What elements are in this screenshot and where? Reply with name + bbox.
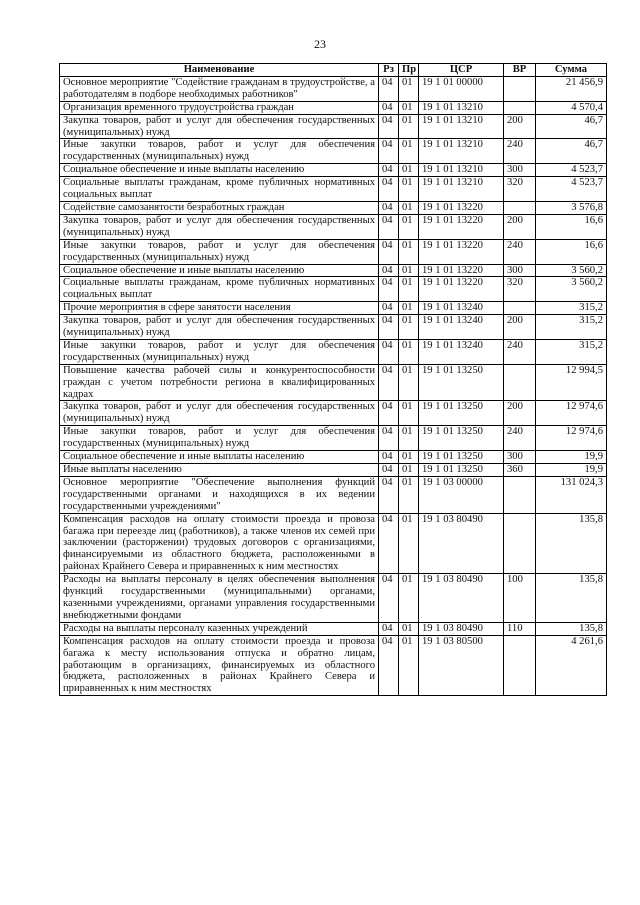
cell-name: Социальные выплаты гражданам, кроме публичных нормативных социальных выплат (60, 177, 379, 202)
table-row (60, 451, 607, 464)
cell-name: Содействие самозанятости безработных граждан (60, 201, 379, 214)
cell-pr: 01 (399, 201, 419, 214)
cell-sum: 4 523,7 (536, 177, 607, 202)
cell-rz: 04 (379, 239, 399, 264)
cell-csr: 19 1 03 00000 (419, 476, 504, 513)
table-row (60, 302, 607, 315)
table-row (60, 177, 607, 202)
cell-sum: 19,9 (536, 464, 607, 477)
cell-sum: 131 024,3 (536, 476, 607, 513)
cell-pr: 01 (399, 214, 419, 239)
cell-vr (504, 364, 536, 401)
cell-pr: 01 (399, 635, 419, 696)
page-number: 23 (314, 37, 326, 51)
cell-csr: 19 1 01 13220 (419, 201, 504, 214)
cell-csr: 19 1 01 13210 (419, 114, 504, 139)
table-row (60, 574, 607, 623)
cell-csr: 19 1 01 00000 (419, 76, 504, 101)
cell-sum: 21 456,9 (536, 76, 607, 101)
cell-pr: 01 (399, 114, 419, 139)
cell-pr: 01 (399, 401, 419, 426)
cell-vr: 240 (504, 426, 536, 451)
table-row (60, 114, 607, 139)
cell-pr: 01 (399, 574, 419, 623)
cell-csr: 19 1 01 13240 (419, 302, 504, 315)
cell-name: Социальные выплаты гражданам, кроме публичных нормативных социальных выплат (60, 277, 379, 302)
cell-name: Социальное обеспечение и иные выплаты населению (60, 264, 379, 277)
cell-name: Повышение качества рабочей силы и конкурентоспособности граждан с учетом потребности региона в квалифицированных кадрах (60, 364, 379, 401)
cell-csr: 19 1 01 13210 (419, 177, 504, 202)
cell-vr (504, 302, 536, 315)
cell-vr: 360 (504, 464, 536, 477)
cell-vr: 300 (504, 164, 536, 177)
cell-sum: 16,6 (536, 214, 607, 239)
cell-csr: 19 1 01 13210 (419, 101, 504, 114)
cell-sum: 12 974,6 (536, 426, 607, 451)
cell-sum: 3 560,2 (536, 264, 607, 277)
cell-rz: 04 (379, 214, 399, 239)
cell-vr (504, 201, 536, 214)
cell-name: Иные закупки товаров, работ и услуг для обеспечения государственных (муниципальных) нужд (60, 426, 379, 451)
cell-sum: 3 576,8 (536, 201, 607, 214)
cell-sum: 16,6 (536, 239, 607, 264)
cell-name: Основное мероприятие "Содействие гражданам в трудоустройстве, а работодателям в подборе необходимых работников" (60, 76, 379, 101)
cell-csr: 19 1 03 80490 (419, 574, 504, 623)
cell-pr: 01 (399, 139, 419, 164)
cell-name: Социальное обеспечение и иные выплаты населению (60, 164, 379, 177)
cell-pr: 01 (399, 277, 419, 302)
cell-vr: 200 (504, 401, 536, 426)
cell-rz: 04 (379, 339, 399, 364)
cell-sum: 12 974,6 (536, 401, 607, 426)
cell-sum: 135,8 (536, 574, 607, 623)
table-row (60, 339, 607, 364)
cell-vr: 110 (504, 622, 536, 635)
cell-name: Основное мероприятие "Обеспечение выполнения функций государственными органами и находящихся в их ведении государственными учреждениями" (60, 476, 379, 513)
cell-sum: 4 261,6 (536, 635, 607, 696)
cell-rz: 04 (379, 164, 399, 177)
cell-name: Закупка товаров, работ и услуг для обеспечения государственных (муниципальных) нужд (60, 315, 379, 340)
cell-vr: 240 (504, 139, 536, 164)
cell-csr: 19 1 01 13220 (419, 264, 504, 277)
cell-rz: 04 (379, 201, 399, 214)
table-row (60, 364, 607, 401)
cell-csr: 19 1 01 13250 (419, 451, 504, 464)
table-row (60, 201, 607, 214)
cell-sum: 12 994,5 (536, 364, 607, 401)
cell-sum: 19,9 (536, 451, 607, 464)
cell-rz: 04 (379, 426, 399, 451)
table-row (60, 139, 607, 164)
cell-pr: 01 (399, 513, 419, 574)
cell-pr: 01 (399, 76, 419, 101)
cell-pr: 01 (399, 101, 419, 114)
cell-vr: 100 (504, 574, 536, 623)
cell-sum: 135,8 (536, 622, 607, 635)
cell-pr: 01 (399, 339, 419, 364)
cell-csr: 19 1 01 13250 (419, 401, 504, 426)
cell-vr: 240 (504, 239, 536, 264)
cell-csr: 19 1 01 13220 (419, 214, 504, 239)
cell-csr: 19 1 01 13240 (419, 315, 504, 340)
cell-name: Компенсация расходов на оплату стоимости проезда и провоза багажа при переезде лиц (работников), а также членов их семей при заключении (расторжении) трудовых договоров с организациями, финансируемыми из областного бюджета, расположенными в районах Крайнего Севера и приравненных к ним местностях (60, 513, 379, 574)
cell-vr: 320 (504, 277, 536, 302)
header-vr: ВР (504, 64, 536, 77)
cell-name: Иные выплаты населению (60, 464, 379, 477)
cell-pr: 01 (399, 476, 419, 513)
cell-csr: 19 1 01 13220 (419, 277, 504, 302)
budget-table (59, 63, 607, 696)
table-header-row (60, 64, 607, 77)
cell-rz: 04 (379, 464, 399, 477)
cell-vr (504, 476, 536, 513)
cell-vr: 240 (504, 339, 536, 364)
cell-rz: 04 (379, 139, 399, 164)
cell-rz: 04 (379, 177, 399, 202)
cell-vr: 200 (504, 114, 536, 139)
table-row (60, 426, 607, 451)
cell-rz: 04 (379, 277, 399, 302)
cell-rz: 04 (379, 101, 399, 114)
cell-rz: 04 (379, 364, 399, 401)
header-csr: ЦСР (419, 64, 504, 77)
cell-sum: 4 523,7 (536, 164, 607, 177)
cell-rz: 04 (379, 476, 399, 513)
cell-pr: 01 (399, 164, 419, 177)
cell-name: Закупка товаров, работ и услуг для обеспечения государственных (муниципальных) нужд (60, 214, 379, 239)
cell-name: Расходы на выплаты персоналу в целях обеспечения выполнения функций государственными (муниципальными) органами, казенными учреждениями, органами управления государственными внебюджетными фондами (60, 574, 379, 623)
cell-sum: 3 560,2 (536, 277, 607, 302)
cell-name: Закупка товаров, работ и услуг для обеспечения государственных (муниципальных) нужд (60, 114, 379, 139)
cell-vr: 300 (504, 451, 536, 464)
cell-csr: 19 1 01 13250 (419, 464, 504, 477)
cell-csr: 19 1 01 13240 (419, 339, 504, 364)
header-sum: Сумма (536, 64, 607, 77)
table-row (60, 164, 607, 177)
cell-pr: 01 (399, 364, 419, 401)
cell-csr: 19 1 03 80490 (419, 622, 504, 635)
table-row (60, 101, 607, 114)
cell-pr: 01 (399, 315, 419, 340)
cell-name: Расходы на выплаты персоналу казенных учреждений (60, 622, 379, 635)
cell-rz: 04 (379, 76, 399, 101)
cell-sum: 4 570,4 (536, 101, 607, 114)
cell-pr: 01 (399, 302, 419, 315)
cell-csr: 19 1 01 13250 (419, 426, 504, 451)
table-row (60, 476, 607, 513)
cell-csr: 19 1 01 13210 (419, 139, 504, 164)
cell-pr: 01 (399, 239, 419, 264)
table-row (60, 264, 607, 277)
cell-sum: 46,7 (536, 139, 607, 164)
cell-pr: 01 (399, 464, 419, 477)
cell-csr: 19 1 03 80490 (419, 513, 504, 574)
table-row (60, 239, 607, 264)
table-row (60, 401, 607, 426)
table-row (60, 277, 607, 302)
cell-rz: 04 (379, 622, 399, 635)
cell-sum: 46,7 (536, 114, 607, 139)
cell-pr: 01 (399, 451, 419, 464)
cell-sum: 315,2 (536, 302, 607, 315)
cell-pr: 01 (399, 622, 419, 635)
cell-vr: 200 (504, 214, 536, 239)
cell-vr: 320 (504, 177, 536, 202)
table-row (60, 76, 607, 101)
cell-name: Иные закупки товаров, работ и услуг для обеспечения государственных (муниципальных) нужд (60, 139, 379, 164)
table-row (60, 214, 607, 239)
cell-rz: 04 (379, 513, 399, 574)
header-rz: Рз (379, 64, 399, 77)
cell-rz: 04 (379, 302, 399, 315)
header-pr: Пр (399, 64, 419, 77)
table-row (60, 315, 607, 340)
cell-csr: 19 1 01 13250 (419, 364, 504, 401)
cell-rz: 04 (379, 635, 399, 696)
cell-vr: 200 (504, 315, 536, 340)
cell-name: Иные закупки товаров, работ и услуг для обеспечения государственных (муниципальных) нужд (60, 339, 379, 364)
cell-sum: 315,2 (536, 339, 607, 364)
header-name: Наименование (60, 64, 379, 77)
cell-rz: 04 (379, 451, 399, 464)
cell-sum: 135,8 (536, 513, 607, 574)
table-body (60, 76, 607, 695)
cell-rz: 04 (379, 264, 399, 277)
cell-pr: 01 (399, 177, 419, 202)
cell-rz: 04 (379, 315, 399, 340)
cell-vr (504, 635, 536, 696)
table-row (60, 635, 607, 696)
cell-rz: 04 (379, 401, 399, 426)
table-row (60, 464, 607, 477)
cell-name: Социальное обеспечение и иные выплаты населению (60, 451, 379, 464)
cell-sum: 315,2 (536, 315, 607, 340)
table-row (60, 622, 607, 635)
cell-pr: 01 (399, 426, 419, 451)
cell-name: Компенсация расходов на оплату стоимости проезда и провоза багажа к месту использования отпуска и обратно лицам, работающим в организациях, финансируемых из областного бюджета, расположенных в районах Крайнего Севера и приравненных к ним местностях (60, 635, 379, 696)
cell-vr (504, 101, 536, 114)
table-row (60, 513, 607, 574)
cell-name: Закупка товаров, работ и услуг для обеспечения государственных (муниципальных) нужд (60, 401, 379, 426)
cell-vr (504, 513, 536, 574)
cell-rz: 04 (379, 574, 399, 623)
cell-vr (504, 76, 536, 101)
cell-name: Организация временного трудоустройства граждан (60, 101, 379, 114)
cell-csr: 19 1 01 13210 (419, 164, 504, 177)
cell-csr: 19 1 03 80500 (419, 635, 504, 696)
cell-rz: 04 (379, 114, 399, 139)
cell-name: Иные закупки товаров, работ и услуг для обеспечения государственных (муниципальных) нужд (60, 239, 379, 264)
cell-name: Прочие мероприятия в сфере занятости населения (60, 302, 379, 315)
cell-pr: 01 (399, 264, 419, 277)
cell-vr: 300 (504, 264, 536, 277)
cell-csr: 19 1 01 13220 (419, 239, 504, 264)
